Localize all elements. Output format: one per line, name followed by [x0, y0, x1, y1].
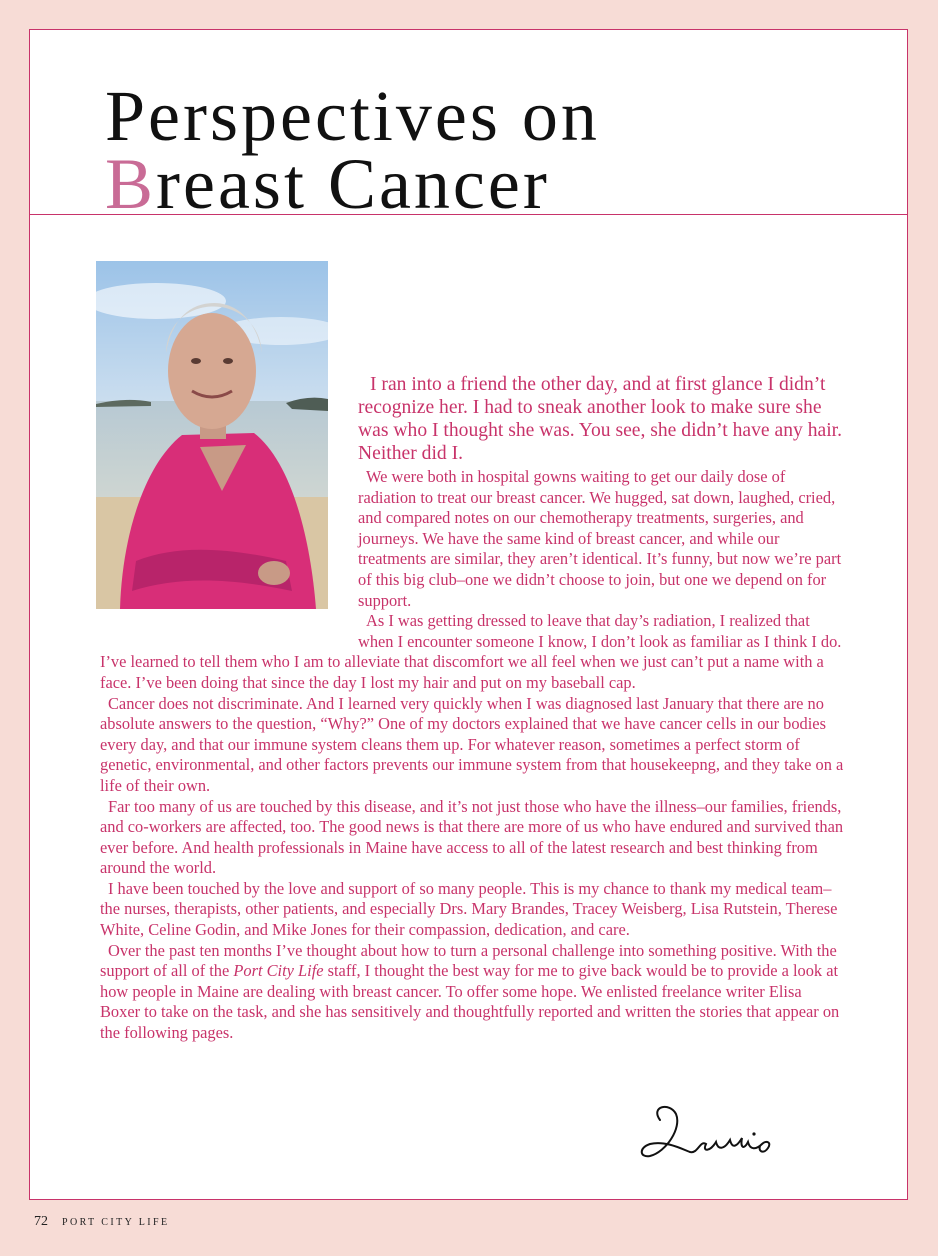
article-paragraph: As I was getting dressed to leave that day’s radiation, I realized that when I encounter someone I know, I don’t look as familiar as I think I do. I’ve learned to tell them who I am to alleviate that discomfort we all feel when we just can’t put a name with a face. I’ve been doing that since the day I lost my hair and put on my baseball cap.	[100, 611, 842, 692]
title-drop-letter: B	[105, 144, 157, 224]
lead-paragraph: I ran into a friend the other day, and at first glance I didn’t recognize her. I had to sneak another look to make sure she was who I thought she was. You see, she didn’t have any hair. Neither did I.	[358, 374, 842, 464]
last-paragraph-before: Over the past ten months I’ve thought about how to turn a personal challenge into something positive. With the support of all of the	[100, 940, 837, 981]
title-line-2-rest: reast Cancer	[156, 144, 550, 224]
magazine-title-italic: Port City Life	[233, 961, 324, 981]
article-body	[100, 373, 844, 1044]
signature	[636, 1100, 786, 1170]
article-paragraph: Far too many of us are touched by this disease, and it’s not just those who have the illness–our families, friends, and co-workers are affected, too. The good news is that there are more of us who have endured and survived than ever before. And health professionals in Maine have access to all of the latest research and best thinking from around the world.	[100, 796, 844, 878]
title-line-1: Perspectives on	[105, 76, 600, 156]
article-paragraph: Cancer does not discriminate. And I learned very quickly when I was diagnosed last January that there are no absolute answers to the question, “Why?” One of my doctors explained that we have cancer cells in our bodies every day, and that our immune system cleans them up. For whatever reason, sometimes a perfect storm of genetic, environmental, and other factors prevents our immune system from that housekeepng, and they take on a life of their own.	[100, 693, 844, 795]
last-paragraph-after: staff, I thought the best way for me to give back would be to provide a look at how people in Maine are dealing with breast cancer. To offer some hope. We enlisted freelance writer Elisa Boxer to take on the task, and she has sensitively and thoughtfully reported and written the stories that appear on the following pages.	[100, 961, 840, 1043]
page-title	[105, 76, 600, 224]
article-paragraph: We were both in hospital gowns waiting to get our daily dose of radiation to treat our breast cancer. We hugged, sat down, laughed, cried, and compared notes on our chemotherapy treatments, surgeries, and journeys. We have the same kind of breast cancer, and while our treatments are similar, they aren’t identical. It’s funny, but now we’re part of this big club–one we didn’t choose to join, but one we depend on for support.	[358, 467, 842, 610]
article-paragraph-last	[100, 941, 844, 1044]
folio	[34, 1212, 169, 1230]
page-number: 72	[34, 1214, 48, 1229]
article-paragraph: I have been touched by the love and support of so many people. This is my chance to thank my medical team–the nurses, therapists, other patients, and especially Drs. Mary Brandes, Tracey Weisberg, Lisa Rutstein, Therese White, Celine Godin, and Mike Jones for their compassion, dedication, and care.	[100, 878, 838, 940]
photo-wrap-spacer	[100, 373, 358, 633]
title-line-2	[105, 144, 600, 224]
page-frame	[29, 29, 908, 1200]
magazine-name: PORT CITY LIFE	[62, 1217, 170, 1228]
